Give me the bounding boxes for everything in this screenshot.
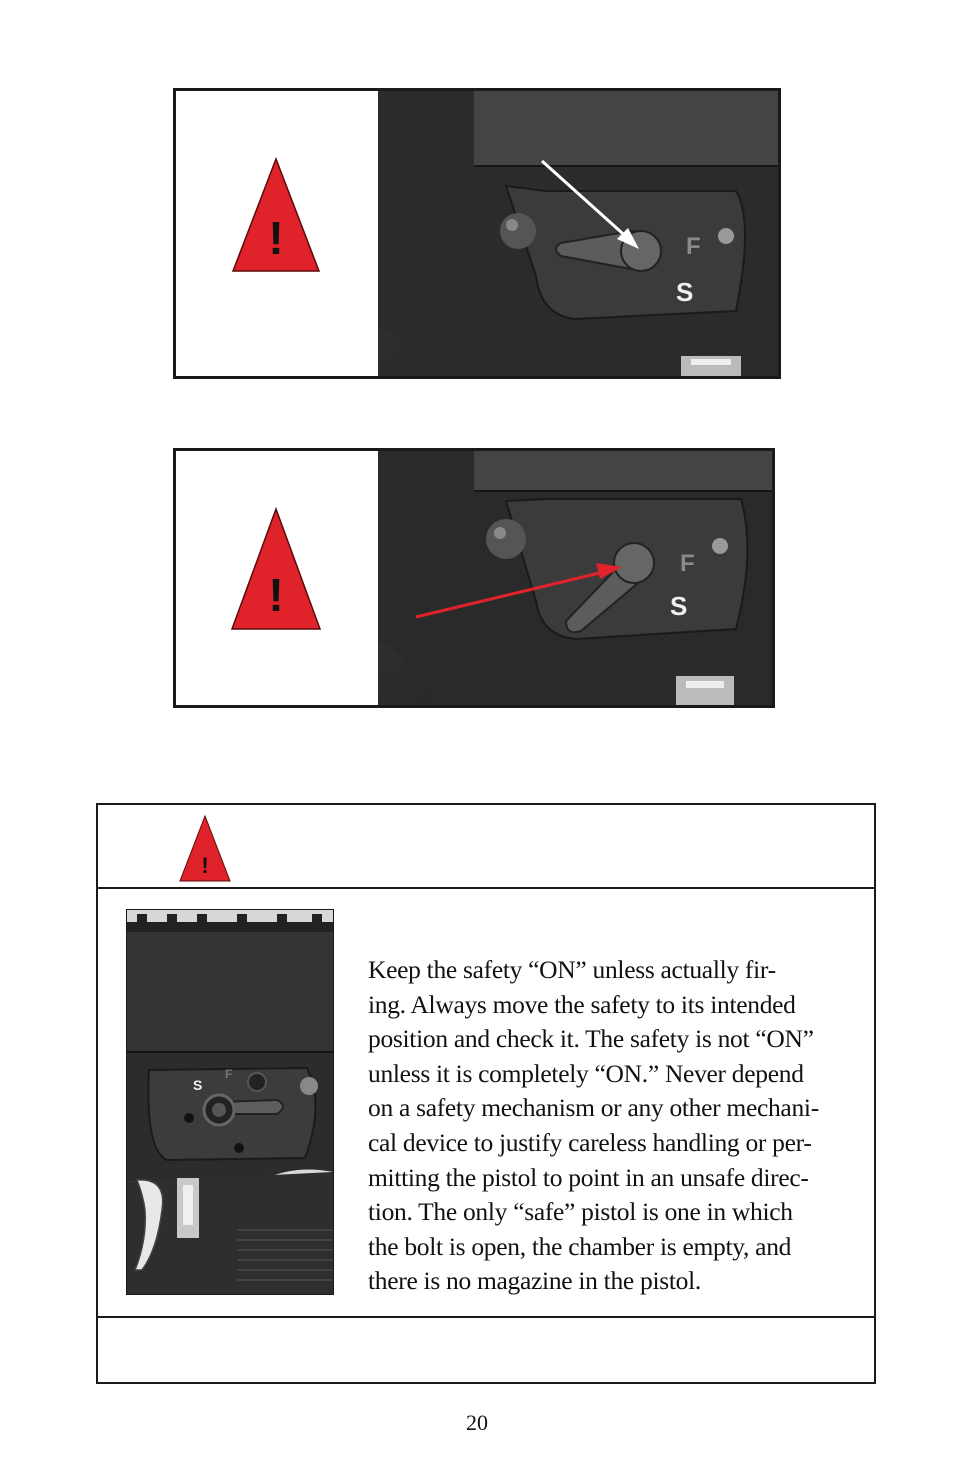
svg-text:!: !	[268, 212, 284, 264]
warning-box	[96, 803, 876, 1384]
warning-text-line: Keep the safety “ON” unless actually fir-	[368, 955, 776, 984]
svg-text:F: F	[686, 233, 701, 260]
warning-triangle-icon	[232, 509, 320, 629]
safety-closeup-photo	[126, 909, 334, 1295]
safety-photo-1	[176, 91, 778, 376]
warning-triangle-icon	[178, 813, 232, 883]
figure-safety-position-2	[173, 448, 775, 708]
figure-safety-position-1	[173, 88, 781, 379]
svg-text:S: S	[193, 1077, 203, 1093]
warning-text-line: ing. Always move the safety to its intended	[368, 989, 796, 1019]
pistol-safety-illustration	[127, 910, 333, 1294]
svg-text:S: S	[676, 277, 694, 307]
warning-text-line: there is no magazine in the pistol.	[368, 1266, 701, 1296]
svg-text:!: !	[201, 853, 209, 878]
warning-triangle-icon	[233, 159, 319, 271]
warning-text-line: unless it is completely “ON.” Never depend	[368, 1058, 804, 1088]
svg-text:F: F	[225, 1067, 233, 1081]
safety-photo-2	[176, 451, 772, 705]
warning-text-line: position and check it. The safety is not “ON”	[368, 1024, 814, 1054]
svg-text:!: !	[268, 569, 284, 621]
warning-text-line: on a safety mechanism or any other mechani-	[368, 1093, 819, 1123]
svg-text:F: F	[680, 550, 695, 577]
warning-footer	[98, 1316, 874, 1382]
warning-text-line: the bolt is open, the chamber is empty, and	[368, 1231, 792, 1261]
warning-header	[98, 805, 874, 889]
page-number: 20	[466, 1410, 488, 1435]
svg-text:S: S	[670, 591, 688, 621]
warning-text-line: cal device to justify careless handling or per-	[368, 1127, 812, 1157]
warning-text-line: mitting the pistol to point in an unsafe direc-	[368, 1162, 809, 1192]
warning-text	[368, 953, 858, 1299]
warning-text-line: tion. The only “safe” pistol is one in which	[368, 1197, 793, 1227]
